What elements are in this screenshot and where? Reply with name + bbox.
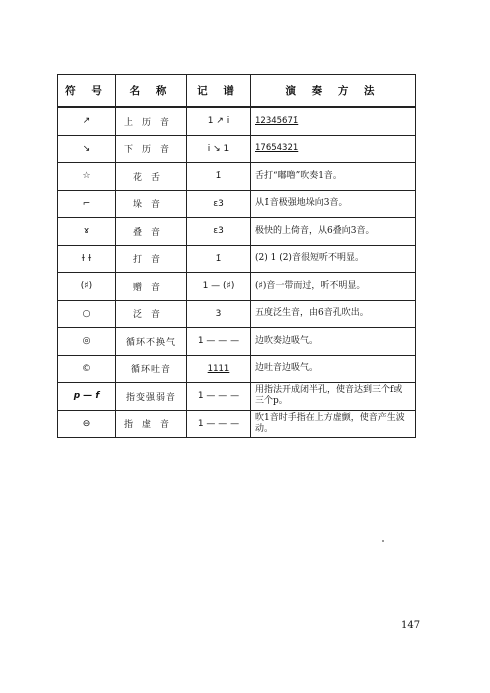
row-method: 从1̇音极强地垛向3音。 [251,190,416,218]
row-method: 极快的上倚音，从6叠向3音。 [251,218,416,246]
row-name: 赠音 [116,273,187,301]
row-score: 1111 [207,363,230,374]
row-method: 吹1音时手指在上方虚颤，使音产生波动。 [251,410,416,438]
table-row [58,218,416,246]
row-method: 17654321 [255,143,299,154]
table-row [58,273,416,301]
row-score: i ↘ 1 [187,135,251,163]
row-method: 舌打“嘟噜”吹奏1音。 [251,163,416,191]
row-score: 1 ↗ i [187,107,251,135]
row-symbol: ɫ ɫ [58,245,116,273]
table-row [58,163,416,191]
row-name: 叠音 [116,218,187,246]
row-symbol: ☆ [58,163,116,191]
table-row [58,107,416,135]
table-row [58,245,416,273]
row-method: 12345671̇ [255,115,299,126]
row-name: 指虚音 [116,410,187,438]
header-score: 记 谱 [187,75,251,108]
row-symbol: ⌐ [58,190,116,218]
symbol-table [57,74,416,438]
table-header-row [58,75,416,108]
row-score: ɛ3 [187,190,251,218]
table-row [58,190,416,218]
row-name: 上历音 [116,107,187,135]
row-name: 花舌 [116,163,187,191]
row-symbol: ↘ [58,135,116,163]
row-symbol: ⊖ [58,410,116,438]
row-name: 打音 [116,245,187,273]
row-method: 边吹奏边吸气。 [251,328,416,356]
row-method: 边吐音边吸气。 [251,355,416,383]
header-method: 演 奏 方 法 [251,75,416,108]
row-symbol: (♯) [58,273,116,301]
table-row [58,135,416,163]
row-score: 1̇ [187,163,251,191]
row-name: 循环不换气 [116,328,187,356]
row-name: 垛音 [116,190,187,218]
row-score: 1 — (♯) [187,273,251,301]
row-score: 3 [187,300,251,328]
row-method: 五度泛生音，由6音孔吹出。 [251,300,416,328]
header-name: 名 称 [116,75,187,108]
row-symbol: ○ [58,300,116,328]
row-symbol: ◎ [58,328,116,356]
header-symbol: 符 号 [58,75,116,108]
row-symbol: © [58,355,116,383]
row-score: ɛ3 [187,218,251,246]
row-score: 1 — — — [187,410,251,438]
row-symbol: ↗ [58,107,116,135]
table-row [58,300,416,328]
table-row [58,410,416,438]
row-method: (2) 1 (2)音很短听不明显。 [251,245,416,273]
scan-speck [382,540,384,542]
row-score: 1 — — — [187,383,251,411]
table-row [58,383,416,411]
row-name: 循环吐音 [116,355,187,383]
row-method: (♯)音一带而过，听不明显。 [251,273,416,301]
page-number: 147 [401,620,421,631]
row-name: 泛音 [116,300,187,328]
row-symbol: ɤ [58,218,116,246]
row-score: 1̇ [187,245,251,273]
table-row [58,328,416,356]
row-score: 1 — — — [187,328,251,356]
row-symbol: p — f [58,383,116,411]
row-method: 用指法开成闭半孔，使音达到三个f或三个p。 [251,383,416,411]
table-row [58,355,416,383]
row-name: 下历音 [116,135,187,163]
row-name: 指变强弱音 [116,383,187,411]
